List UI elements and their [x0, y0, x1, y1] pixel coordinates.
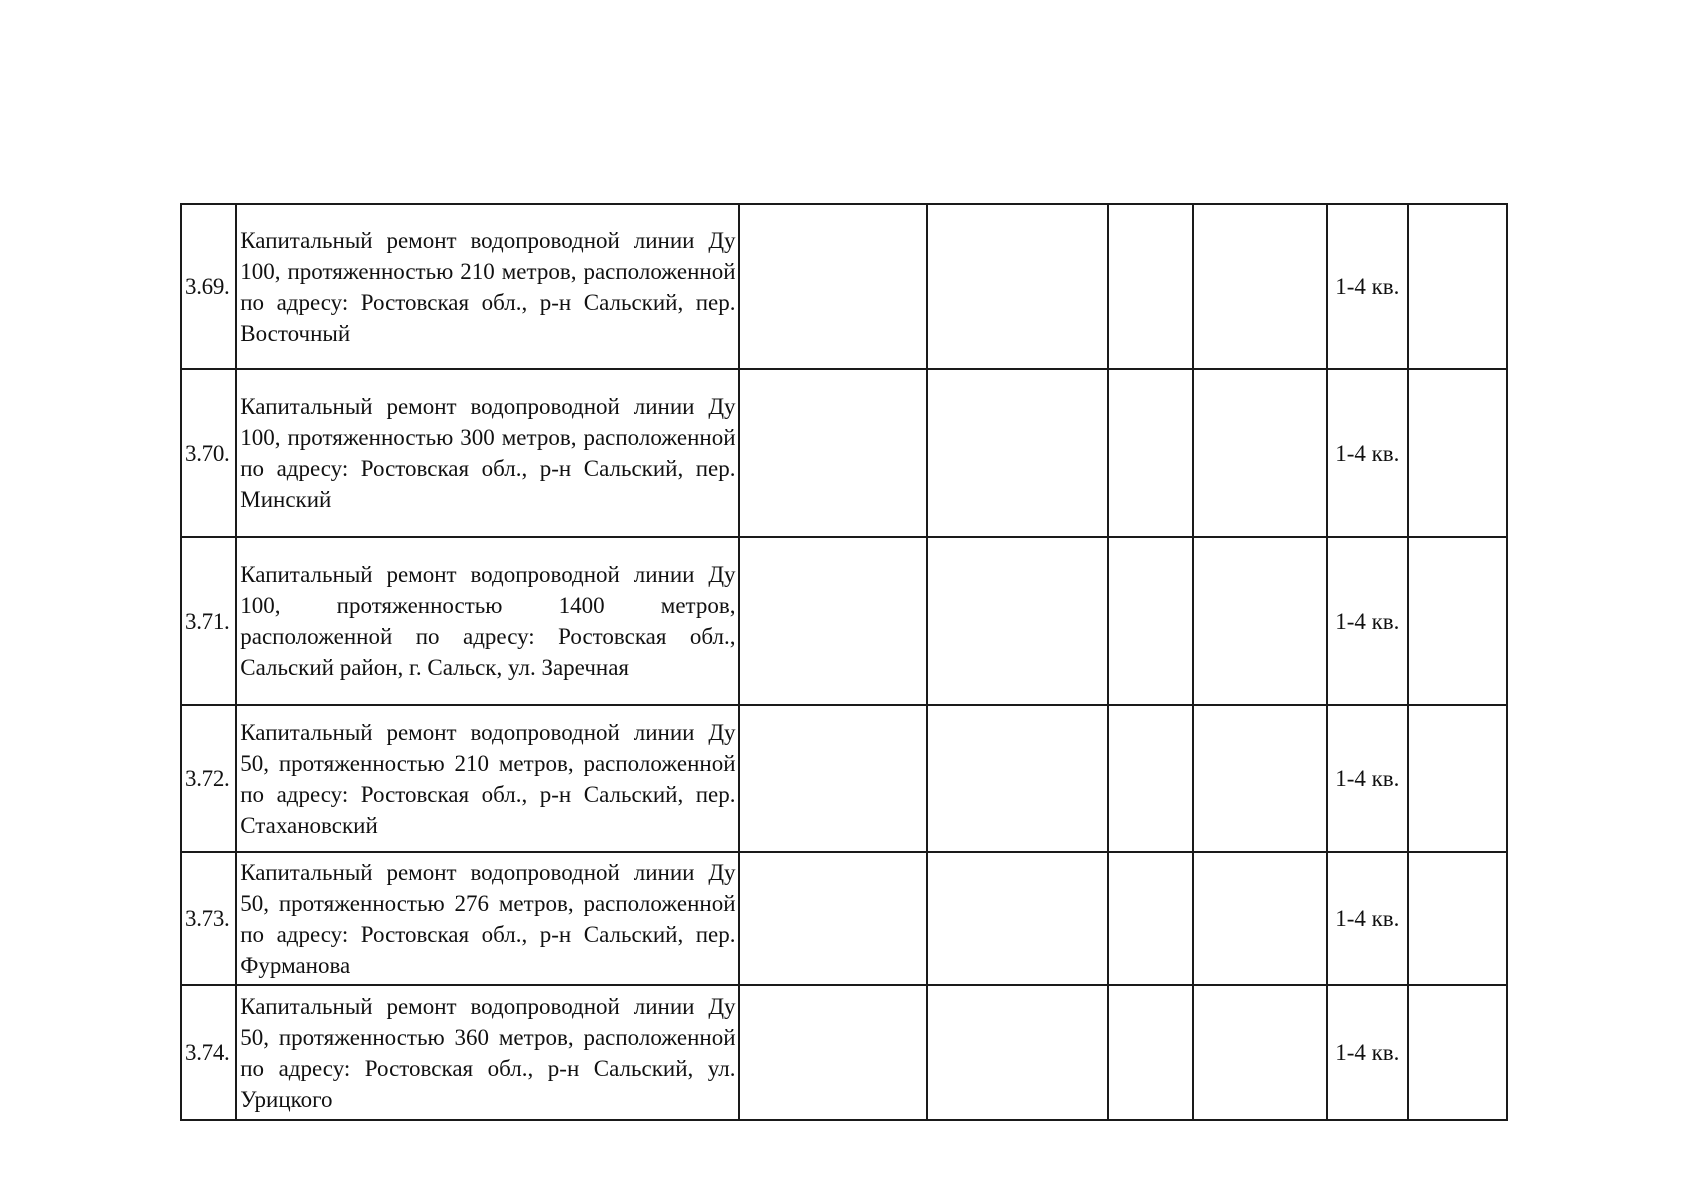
row-description: Капитальный ремонт водопроводной линии Ду 100, протяженностью 300 метров, расположенной по адресу: Ростовская обл., р-н Сальский, пер. Минский	[236, 369, 738, 537]
table-row	[181, 705, 1507, 852]
row-period: 1-4 кв.	[1327, 705, 1407, 852]
empty-cell	[739, 369, 928, 537]
works-table	[180, 203, 1508, 1121]
row-description: Капитальный ремонт водопроводной линии Ду 50, протяженностью 210 метров, расположенной по адресу: Ростовская обл., р-н Сальский, пер. Стахановский	[236, 705, 738, 852]
table-row	[181, 204, 1507, 369]
row-period: 1-4 кв.	[1327, 537, 1407, 705]
empty-cell	[1408, 985, 1508, 1120]
row-description: Капитальный ремонт водопроводной линии Ду 50, протяженностью 276 метров, расположенной по адресу: Ростовская обл., р-н Сальский, пер. Фурманова	[236, 852, 738, 985]
row-description: Капитальный ремонт водопроводной линии Ду 100, протяженностью 1400 метров, расположенной по адресу: Ростовская обл., Сальский район, г. Сальск, ул. Заречная	[236, 537, 738, 705]
empty-cell	[927, 369, 1108, 537]
empty-cell	[739, 537, 928, 705]
empty-cell	[1193, 985, 1328, 1120]
row-period: 1-4 кв.	[1327, 204, 1407, 369]
row-number: 3.69.	[181, 204, 236, 369]
empty-cell	[1193, 705, 1328, 852]
row-number: 3.72.	[181, 705, 236, 852]
empty-cell	[1193, 369, 1328, 537]
empty-cell	[1408, 705, 1508, 852]
empty-cell	[1108, 985, 1192, 1120]
row-number: 3.73.	[181, 852, 236, 985]
empty-cell	[1408, 204, 1508, 369]
row-period: 1-4 кв.	[1327, 985, 1407, 1120]
empty-cell	[927, 852, 1108, 985]
empty-cell	[927, 985, 1108, 1120]
empty-cell	[1108, 705, 1192, 852]
empty-cell	[1408, 369, 1508, 537]
empty-cell	[1193, 204, 1328, 369]
empty-cell	[1408, 852, 1508, 985]
empty-cell	[739, 985, 928, 1120]
empty-cell	[927, 705, 1108, 852]
empty-cell	[739, 705, 928, 852]
empty-cell	[1108, 369, 1192, 537]
table-row	[181, 985, 1507, 1120]
row-number: 3.71.	[181, 537, 236, 705]
row-period: 1-4 кв.	[1327, 852, 1407, 985]
row-number: 3.70.	[181, 369, 236, 537]
row-period: 1-4 кв.	[1327, 369, 1407, 537]
empty-cell	[1108, 537, 1192, 705]
empty-cell	[1408, 537, 1508, 705]
empty-cell	[1108, 852, 1192, 985]
empty-cell	[1108, 204, 1192, 369]
row-number: 3.74.	[181, 985, 236, 1120]
row-description: Капитальный ремонт водопроводной линии Ду 50, протяженностью 360 метров, расположенной по адресу: Ростовская обл., р-н Сальский, ул. Урицкого	[236, 985, 738, 1120]
table-row	[181, 852, 1507, 985]
table-row	[181, 369, 1507, 537]
empty-cell	[739, 852, 928, 985]
empty-cell	[739, 204, 928, 369]
row-description: Капитальный ремонт водопроводной линии Ду 100, протяженностью 210 метров, расположенной по адресу: Ростовская обл., р-н Сальский, пер. Восточный	[236, 204, 738, 369]
empty-cell	[1193, 537, 1328, 705]
table-row	[181, 537, 1507, 705]
empty-cell	[927, 537, 1108, 705]
empty-cell	[927, 204, 1108, 369]
empty-cell	[1193, 852, 1328, 985]
